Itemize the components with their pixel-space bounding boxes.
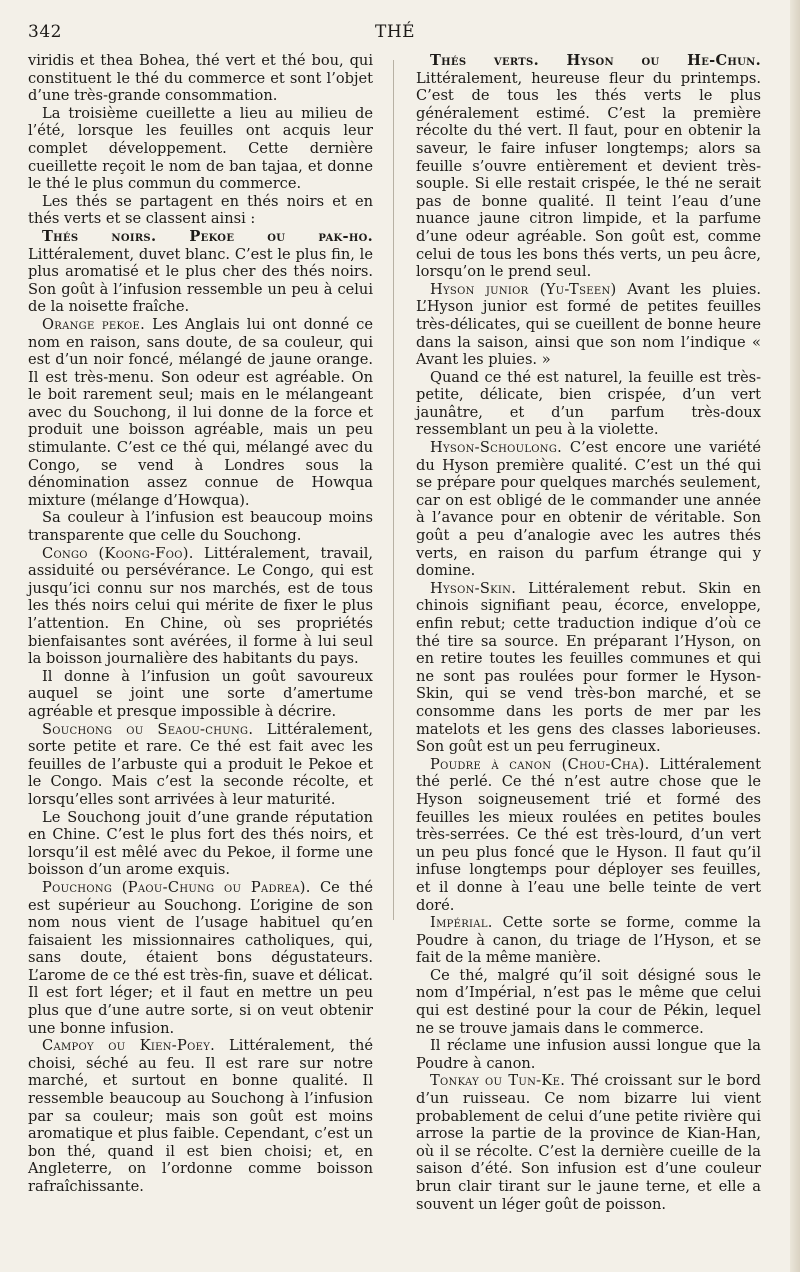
paragraph-text: Ce thé est supérieur au Souchong. L’origine de son nom nous vient de l’usage habituel qu’en faisaient les missionnaires catholiques, qui, sans doute, étaient bons dégustateurs. L’arome de ce thé est très-fin, suave et délicat. Il est fort léger; et il faut en mettre un peu plus que d’une autre sorte, si on veut obtenir une bonne infusion. — [28, 878, 373, 1037]
paragraph-text: Quand ce thé est naturel, la feuille est très-petite, délicate, bien crispée, d’un vert jaunâtre, et d’un parfum très-doux ressemblant un peu à la violette. — [416, 368, 761, 439]
entry-heading: Thés verts. Hyson ou He-Chun. — [430, 52, 761, 69]
page-number: 342 — [28, 22, 62, 42]
paragraph-text: Thé croissant sur le bord d’un ruisseau. Ce nom bizarre lui vient probablement de celui d’une petite rivière qui arrose la partie de la province de Kian-Han, où il se récolte. C’est la dernière cueille de la saison d’été. Son infusion est d’une couleur brun clair tirant sur le jaune terne, et elle a souvent un léger goût de poisson. — [416, 1072, 762, 1213]
paragraph — [416, 967, 761, 1037]
paragraph-text: Sa couleur à l’infusion est beaucoup moins transparente que celle du Souchong. — [28, 509, 373, 545]
right-column — [416, 52, 761, 1213]
paragraph-text: Cette sorte se forme, comme la Poudre à canon, du triage de l’Hyson, et se fait de la même manière. — [416, 914, 761, 967]
paragraph-text: Littéralement, travail, assiduité ou persévérance. Le Congo, qui est jusqu’ici connu sur nos marchés, est de tous les thés noirs celui qui mérite de fixer le plus l’attention. En Chine, où ses propriétés bienfaisantes sont avérées, il forme à lui seul la boisson journalière des habitants du pays. — [28, 544, 374, 668]
tea-entry — [416, 281, 761, 369]
entry-heading: Pouchong (Paou-Chung ou Padrea). — [42, 878, 311, 896]
tea-entry — [28, 228, 373, 316]
column-divider — [393, 60, 394, 920]
tea-entry — [28, 316, 373, 510]
entry-heading: Orange pekoe. — [42, 315, 146, 333]
tea-entry — [28, 545, 373, 668]
tea-entry — [416, 914, 761, 967]
paragraph-text: Ce thé, malgré qu’il soit désigné sous le nom d’Impérial, n’est pas le même que celui qui est destiné pour la cour de Pékin, lequel ne se trouve jamais dans le commerce. — [416, 966, 761, 1037]
paragraph-text: Littéralement, sorte petite et rare. Ce thé est fait avec les feuilles de l’arbuste qui a produit le Pekoe et le Congo. Mais c’est la seconde récolte, et lorsqu’elles sont arrivées à leur maturité. — [28, 720, 373, 808]
paragraph-text: Les Anglais lui ont donné ce nom en raison, sans doute, de sa couleur, qui est d’un noir foncé, mélangé de jaune orange. Il est très-menu. Son odeur est agréable. On le boit rarement seul; mais en le mélangeant avec du Souchong, il lui donne de la force et produit une boisson agréable, mais un peu stimulante. C’est ce thé qui, mélangé avec du Congo, se vend à Londres sous la dénomination assez connue de Howqua mixture (mélange d’Howqua). — [28, 315, 373, 509]
entry-heading: Hyson junior (Yu-Tseen) — [430, 280, 617, 298]
paragraph-text: Littéralement rebut. Skin en chinois signifiant peau, écorce, enveloppe, enfin rebut; cette traduction indique d’où ce thé tire sa source. En préparant l’Hyson, on en retire toutes les feuilles communes et qui ne sont pas roulées pour former le Hyson-Skin, qui se vend très-bon marché, et se consomme dans les ports de mer par les matelots et les gens des classes laborieuses. Son goût est un peu ferrugineux. — [416, 579, 761, 756]
entry-heading: Souchong ou Seaou-chung. — [42, 720, 254, 738]
entry-heading: Thés noirs. Pekoe ou pak-ho. — [42, 227, 373, 245]
entry-heading: Congo (Koong-Foo). — [42, 544, 194, 562]
page-edge-shadow — [790, 0, 800, 1272]
paragraph — [28, 668, 373, 721]
entry-heading: Hyson-Skin. — [430, 579, 517, 597]
entry-heading: Hyson-Schoulong. — [430, 439, 563, 457]
paragraph-text: Avant les pluies. L’Hyson junior est formé de petites feuilles très-délicates, qui se cueillent de bonne heure dans la saison, ainsi que son nom l’indique « Avant les pluies. » — [416, 280, 761, 369]
entry-heading: Tonkay ou Tun-Ke. — [430, 1072, 566, 1090]
paragraph — [416, 369, 761, 439]
paragraph-text: C’est encore une variété du Hyson première qualité. C’est un thé qui se prépare pour quelques marchés seulement, car on est obligé de le commander une année à l’avance pour en obtenir de véritable. Son goût a peu d’analogie avec les autres thés verts, en raison du parfum étrange qui y domine. — [416, 439, 761, 580]
entry-heading: Impérial. — [430, 914, 493, 932]
entry-heading: Campoy ou Kien-Poey. — [42, 1037, 216, 1055]
paragraph — [28, 105, 373, 193]
paragraph — [28, 809, 373, 879]
paragraph-text: Littéralement, thé choisi, séché au feu. Il est rare sur notre marché, et surtout en bonne qualité. Il ressemble beaucoup au Souchong à l’infusion par sa couleur; mais son goût est moins aromatique et plus faible. Cependant, c’est un bon thé, quand il est bien choisi; et, en Angleterre, on l’ordonne comme boisson rafraîchissante. — [28, 1037, 373, 1195]
paragraph — [28, 509, 373, 544]
tea-entry — [416, 756, 761, 914]
running-title: THÉ — [375, 22, 416, 42]
paragraph-text: La troisième cueillette a lieu au milieu de l’été, lorsque les feuilles ont acquis leur complet développement. Cette dernière cueillette reçoit le nom de ban tajaa, et donne le thé le plus commun du commerce. — [28, 104, 373, 193]
paragraph-text: Les thés se partagent en thés noirs et en thés verts et se classent ainsi : — [28, 192, 373, 228]
tea-entry — [416, 52, 761, 281]
paragraph — [416, 1037, 761, 1072]
left-column — [28, 52, 373, 1196]
tea-entry — [28, 879, 373, 1037]
tea-entry — [416, 580, 761, 756]
paragraph-text: Littéralement, heureuse fleur du printemps. C’est de tous les thés verts le plus généralement estimé. C’est la première récolte du thé vert. Il faut, pour en obtenir la saveur, le faire infuser longtemps; alors sa feuille s’ouvre entièrement et devient très-souple. Si elle restait crispée, le thé ne serait pas de bonne qualité. Il teint l’eau d’une nuance jaune citron limpide, et la parfume d’une odeur agréable. Son goût est, comme celui de tous les bons thés verts, un peu âcre, lorsqu’on le prend seul. — [416, 69, 761, 281]
tea-entry — [28, 1037, 373, 1195]
paragraph-text: Le Souchong jouit d’une grande réputation en Chine. C’est le plus fort des thés noirs, et lorsqu’il est mêlé avec du Pekoe, il forme une boisson d’un arome exquis. — [28, 808, 373, 879]
paragraph-text: Il donne à l’infusion un goût savoureux auquel se joint une sorte d’amertume agréable et presque impossible à décrire. — [28, 667, 373, 720]
paragraph-text: viridis et thea Bohea, thé vert et thé bou, qui constituent le thé du commerce et sont l’objet d’une très-grande consommation. — [28, 52, 373, 105]
paragraph — [28, 193, 373, 228]
entry-heading: Poudre à canon (Chou-Cha). — [430, 755, 650, 773]
paragraph — [28, 52, 373, 105]
paragraph-text: Il réclame une infusion aussi longue que la Poudre à canon. — [416, 1037, 761, 1072]
paragraph-text: Littéralement, duvet blanc. C’est le plus fin, le plus aromatisé et le plus cher des thés noirs. Son goût à l’infusion ressemble un peu à celui de la noisette fraîche. — [28, 245, 373, 316]
tea-entry — [28, 721, 373, 809]
paragraph-text: Littéralement thé perlé. Ce thé n’est autre chose que le Hyson soigneusement trié et formé des feuilles les mieux roulées en petites boules très-serrées. Ce thé est très-lourd, d’un vert un peu plus foncé que le Hyson. Il faut qu’il infuse longtemps pour déployer ses feuilles, et il donne à l’eau une belle teinte de vert doré. — [416, 755, 761, 914]
tea-entry — [416, 439, 761, 580]
tea-entry — [416, 1072, 761, 1213]
